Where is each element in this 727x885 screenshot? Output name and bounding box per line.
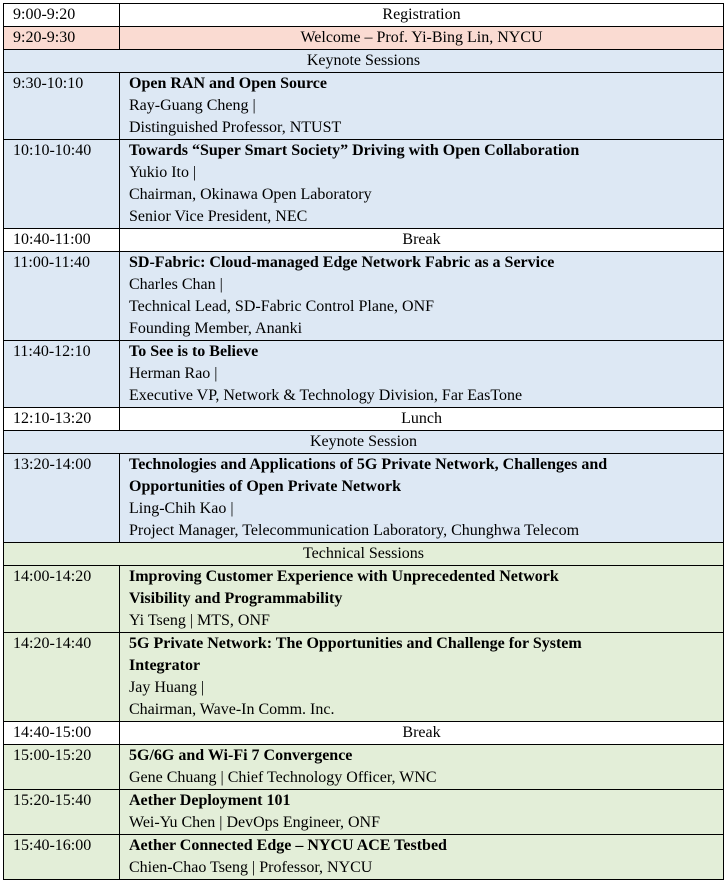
speaker-affiliation: Technical Lead, SD-Fabric Control Plane, ONF — [129, 298, 435, 315]
talk-title: To See is to Believe — [129, 343, 259, 360]
speaker-affiliation: Project Manager, Telecommunication Laboratory, Chunghwa Telecom — [129, 522, 580, 539]
time-slot: 12:10-13:20 — [4, 408, 120, 431]
talk-row — [4, 633, 724, 722]
agenda-table — [3, 3, 724, 880]
speaker-name: Wei-Yu Chen | DevOps Engineer, ONF — [129, 814, 381, 831]
speaker-affiliation: Chairman, Wave-In Comm. Inc. — [129, 701, 335, 718]
talk-details — [120, 835, 724, 880]
time-slot: 15:20-15:40 — [4, 790, 120, 835]
section-header-row — [4, 431, 724, 454]
talk-row — [4, 566, 724, 633]
speaker-name: Herman Rao | — [129, 365, 218, 382]
agenda-body — [4, 4, 724, 880]
talk-title: Visibility and Programmability — [129, 590, 343, 607]
time-slot: 13:20-14:00 — [4, 454, 120, 543]
talk-title: Aether Deployment 101 — [129, 792, 291, 809]
talk-title: Aether Connected Edge – NYCU ACE Testbed — [129, 837, 447, 854]
event-row — [4, 722, 724, 745]
time-slot: 10:10-10:40 — [4, 140, 120, 229]
time-slot: 15:00-15:20 — [4, 745, 120, 790]
talk-row — [4, 835, 724, 880]
talk-details — [120, 454, 724, 543]
section-header: Keynote Session — [4, 431, 724, 454]
section-header-row — [4, 543, 724, 566]
speaker-affiliation: Senior Vice President, NEC — [129, 208, 308, 225]
event-row — [4, 4, 724, 27]
talk-title: 5G/6G and Wi-Fi 7 Convergence — [129, 747, 353, 764]
time-slot: 10:40-11:00 — [4, 229, 120, 252]
talk-row — [4, 454, 724, 543]
speaker-name: Charles Chan | — [129, 276, 223, 293]
talk-row — [4, 790, 724, 835]
talk-title: Integrator — [129, 657, 201, 674]
speaker-name: Yi Tseng | MTS, ONF — [129, 612, 270, 629]
time-slot: 9:00-9:20 — [4, 4, 120, 27]
talk-title: Towards “Super Smart Society” Driving with Open Collaboration — [129, 142, 580, 159]
talk-title: Technologies and Applications of 5G Private Network, Challenges and — [129, 456, 608, 473]
talk-details — [120, 745, 724, 790]
time-slot: 11:40-12:10 — [4, 341, 120, 408]
section-header-row — [4, 50, 724, 73]
talk-details — [120, 140, 724, 229]
event-label: Lunch — [120, 408, 724, 431]
speaker-affiliation: Founding Member, Ananki — [129, 320, 303, 337]
talk-details — [120, 566, 724, 633]
talk-details — [120, 790, 724, 835]
event-row — [4, 27, 724, 50]
event-label: Registration — [120, 4, 724, 27]
time-slot: 9:30-10:10 — [4, 73, 120, 140]
time-slot: 9:20-9:30 — [4, 27, 120, 50]
talk-row — [4, 140, 724, 229]
event-label: Welcome – Prof. Yi-Bing Lin, NYCU — [120, 27, 724, 50]
section-header: Keynote Sessions — [4, 50, 724, 73]
event-row — [4, 408, 724, 431]
talk-title: SD-Fabric: Cloud-managed Edge Network Fabric as a Service — [129, 254, 555, 271]
talk-details — [120, 341, 724, 408]
time-slot: 14:20-14:40 — [4, 633, 120, 722]
talk-details — [120, 252, 724, 341]
time-slot: 11:00-11:40 — [4, 252, 120, 341]
talk-title: 5G Private Network: The Opportunities and Challenge for System — [129, 635, 582, 652]
speaker-name: Chien-Chao Tseng | Professor, NYCU — [129, 859, 373, 876]
speaker-affiliation: Executive VP, Network & Technology Division, Far EasTone — [129, 387, 523, 404]
time-slot: 14:40-15:00 — [4, 722, 120, 745]
speaker-name: Yukio Ito | — [129, 164, 197, 181]
time-slot: 14:00-14:20 — [4, 566, 120, 633]
talk-row — [4, 341, 724, 408]
talk-title: Open RAN and Open Source — [129, 75, 327, 92]
speaker-name: Jay Huang | — [129, 679, 205, 696]
talk-details — [120, 633, 724, 722]
speaker-name: Ling-Chih Kao | — [129, 500, 234, 517]
talk-details — [120, 73, 724, 140]
talk-row — [4, 73, 724, 140]
event-row — [4, 229, 724, 252]
talk-row — [4, 252, 724, 341]
talk-title: Opportunities of Open Private Network — [129, 478, 401, 495]
speaker-affiliation: Chairman, Okinawa Open Laboratory — [129, 186, 372, 203]
speaker-name: Ray-Guang Cheng | — [129, 97, 256, 114]
event-label: Break — [120, 722, 724, 745]
speaker-name: Gene Chuang | Chief Technology Officer, WNC — [129, 769, 437, 786]
event-label: Break — [120, 229, 724, 252]
time-slot: 15:40-16:00 — [4, 835, 120, 880]
section-header: Technical Sessions — [4, 543, 724, 566]
talk-title: Improving Customer Experience with Unprecedented Network — [129, 568, 559, 585]
speaker-affiliation: Distinguished Professor, NTUST — [129, 119, 342, 136]
talk-row — [4, 745, 724, 790]
